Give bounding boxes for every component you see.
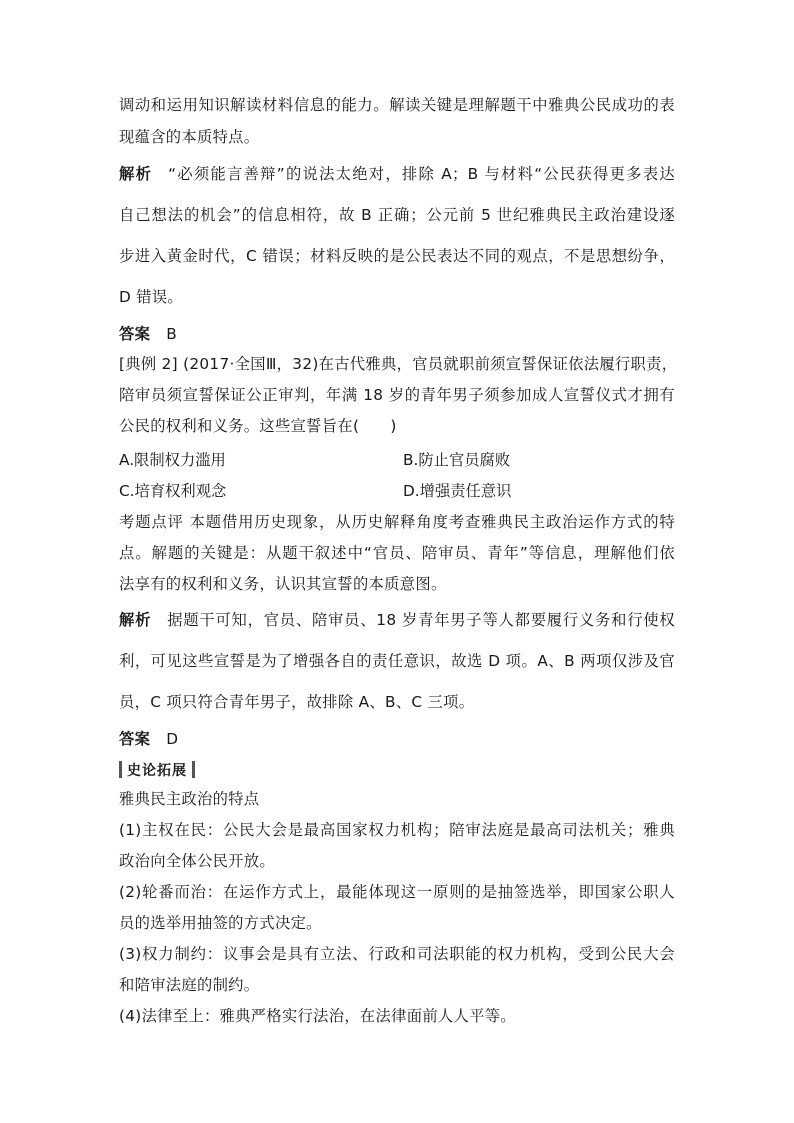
text-line: 调动和运用知识解读材料信息的能力。解读关键是理解题干中雅典公民成功的表: [119, 96, 675, 114]
section-line: (3)权力制约：议事会是具有立法、行政和司法职能的权力机构，受到公民大会: [119, 945, 675, 963]
answer-line: [119, 729, 675, 749]
section-line: (4)法律至上：雅典严格实行法治，在法律面前人人平等。: [119, 1007, 516, 1025]
analysis-line: [119, 164, 675, 184]
answer-line: [119, 324, 675, 344]
section-line: 政治向全体公民开放。: [119, 852, 275, 870]
review-line: 法享有的权利和义务，认识其宣誓的本质意图。: [119, 575, 447, 593]
analysis-line: 步进入黄金时代，C 错误；材料反映的是公民表达不同的观点，不是思想纷争，: [119, 247, 675, 265]
review-line: 点。解题的关键是：从题干叙述中“官员、陪审员、青年”等信息，理解他们依: [119, 544, 675, 562]
analysis-text: 据题干可知，官员、陪审员、18 岁青年男子等人都要履行义务和行使权: [167, 611, 676, 629]
answer-label: 答案: [119, 730, 151, 748]
answer-value: B: [166, 325, 177, 343]
option-c: C.培育权利观念: [119, 482, 227, 500]
section-title: 雅典民主政治的特点: [119, 790, 260, 808]
section-line: 员的选举用抽签的方式决定。: [119, 914, 322, 932]
option-b: B.防止官员腐败: [403, 451, 511, 469]
section-line: (2)轮番而治：在运作方式上，最能体现这一原则的是抽签选举，即国家公职人: [119, 883, 675, 901]
section-tag-bar: [192, 761, 195, 778]
analysis-line: 自己想法的机会”的信息相符，故 B 正确；公元前 5 世纪雅典民主政治建设逐: [119, 206, 675, 224]
example-line: 陪审员须宣誓保证公正审判，年满 18 岁的青年男子须参加成人宣誓仪式才拥有: [119, 386, 675, 404]
text-line: 现蕴含的本质特点。: [119, 128, 260, 146]
analysis-label: 解析: [119, 165, 153, 183]
section-line: 和陪审法庭的制约。: [119, 976, 260, 994]
answer-label: 答案: [119, 325, 151, 343]
analysis-text: “必须能言善辩”的说法太绝对，排除 A；B 与材料“公民获得更多表达: [168, 165, 675, 183]
option-a: A.限制权力滥用: [119, 451, 226, 469]
section-tag: [119, 760, 195, 779]
section-line: (1)主权在民：公民大会是最高国家权力机构；陪审法庭是最高司法机关；雅典: [119, 821, 675, 839]
example-line: 公民的权利和义务。这些宣誓旨在( ): [119, 417, 397, 435]
analysis-line: 员，C 项只符合青年男子，故排除 A、B、C 三项。: [119, 693, 475, 711]
analysis-line: [119, 610, 675, 630]
section-tag-label: 史论拓展: [127, 762, 187, 779]
example-line: [典例 2] (2017·全国Ⅲ，32)在古代雅典，官员就职前须宣誓保证依法履行职责，: [119, 355, 678, 373]
answer-value: D: [166, 730, 179, 748]
analysis-line: 利，可见这些宣誓是为了增强各自的责任意识，故选 D 项。A、B 两项仅涉及官: [119, 652, 675, 670]
analysis-label: 解析: [119, 611, 152, 629]
option-d: D.增强责任意识: [403, 482, 512, 500]
review-line: 考题点评 本题借用历史现象，从历史解释角度考查雅典民主政治运作方式的特: [119, 513, 675, 531]
analysis-line: D 错误。: [119, 288, 184, 306]
